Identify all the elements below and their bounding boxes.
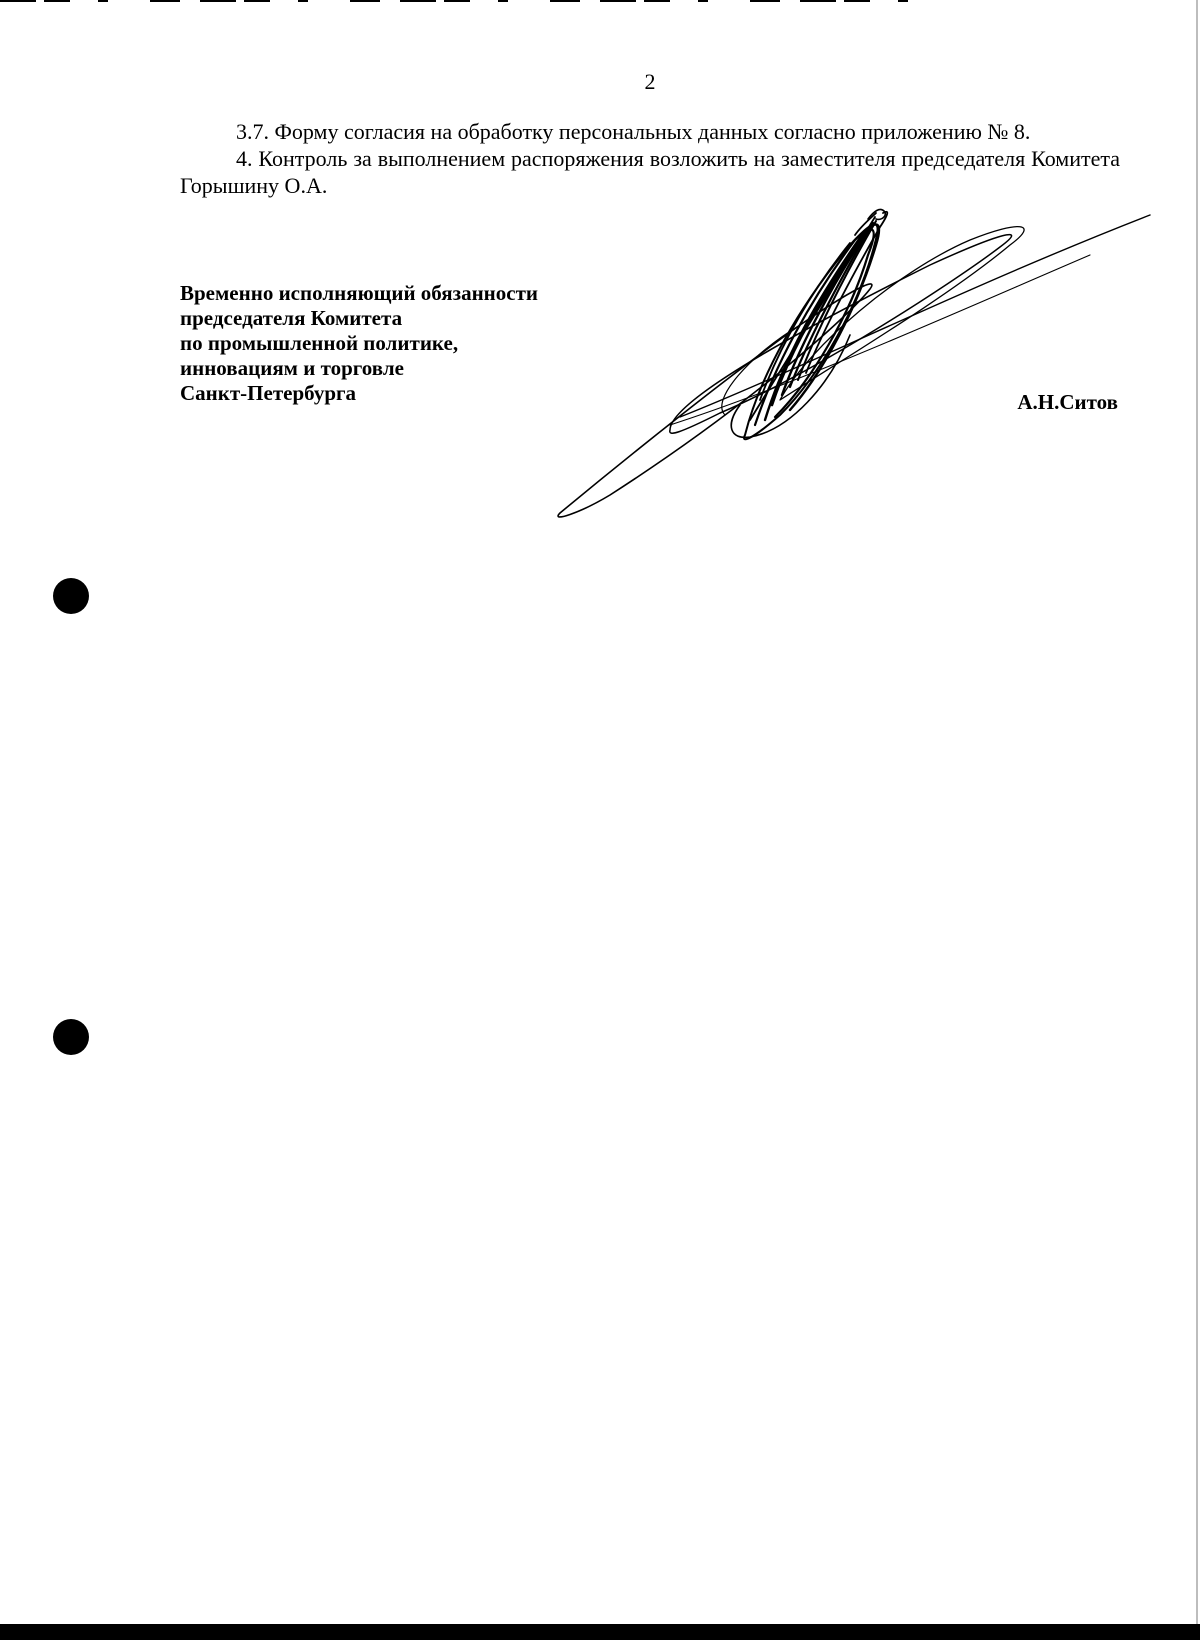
signer-name: А.Н.Ситов	[1017, 390, 1118, 414]
scan-edge-bottom	[0, 1624, 1200, 1640]
handwritten-signature	[550, 205, 1160, 525]
signer-position-line: по промышленной политике,	[180, 331, 459, 355]
signer-position-line: председателя Комитета	[180, 306, 403, 330]
signer-position-line: Санкт-Петербурга	[180, 381, 357, 405]
scan-edge-top	[0, 0, 940, 2]
page-number: 2	[644, 69, 656, 94]
document-body	[180, 118, 1120, 199]
signer-position-line: Временно исполняющий обязанности	[180, 281, 539, 305]
scan-edge-right	[1196, 0, 1198, 1624]
paragraph-3-7: 3.7. Форму согласия на обработку персональных данных согласно приложению № 8.	[236, 119, 1031, 144]
signer-position-line: инновациям и торговле	[180, 356, 404, 380]
punch-hole	[53, 1019, 89, 1055]
paragraph-4: 4. Контроль за выполнением распоряжения возложить на заместителя председателя Комитета Горышину О.А.	[180, 146, 1120, 198]
punch-hole	[53, 578, 89, 614]
